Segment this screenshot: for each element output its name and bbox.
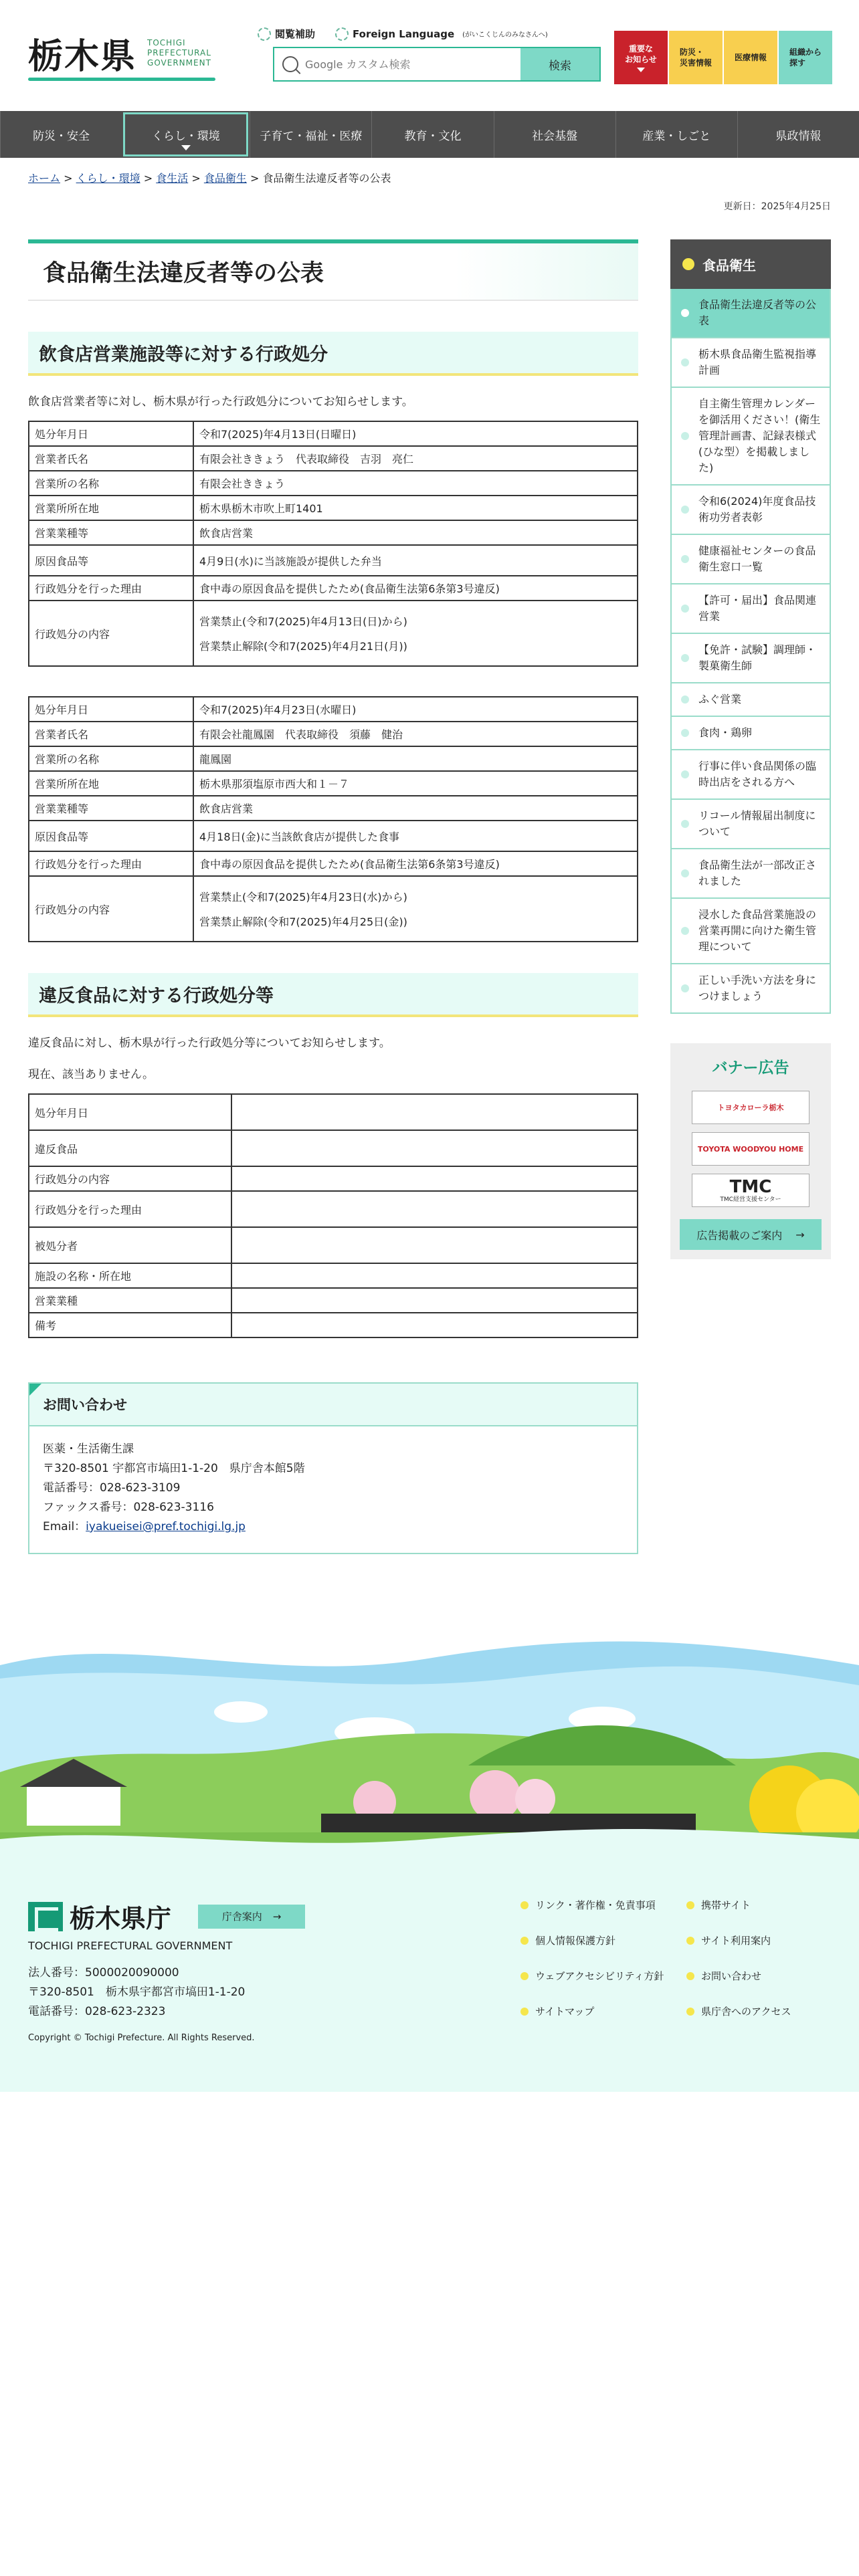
ad-info-label: 広告掲載のご案内 [696,1228,783,1242]
tile-label: 防災・ 災害情報 [679,47,712,68]
table-row [29,796,638,821]
footer-links [520,1898,828,2018]
inquiry-fax: ファックス番号：028-623-3116 [43,1501,214,1514]
breadcrumb-sep: > [250,172,260,185]
page-title: 食品衛生法違反者等の公表 [28,239,638,301]
section-lead: 飲食店営業者等に対し、栃木県が行った行政処分についてお知らせします。 [28,395,413,409]
sidebar-item[interactable]: 自主衛生管理カレンダーを御活用ください！(衛生管理計画書、記録表様式(ひな型）を掲載しました) [670,388,831,486]
row-label: 行政処分の内容 [29,601,193,666]
foreign-language-link[interactable] [335,27,548,41]
breadcrumb-sep: > [143,172,153,185]
row-value: 食中毒の原因食品を提供したため(食品衛生法第6条第3号違反) [193,851,638,876]
inquiry-email-link[interactable]: iyakueisei@pref.tochigi.lg.jp [86,1520,246,1533]
sidebar-item[interactable]: 浸水した食品営業施設の営業再開に向けた衛生管理について [670,899,831,964]
breadcrumb-home[interactable]: ホーム [28,172,61,185]
logo-en-line: GOVERNMENT [147,58,211,68]
inquiry-dept: 医薬・生活衛生課 [43,1442,134,1456]
table-row [29,601,638,666]
footer-english-name: TOCHIGI PREFECTURAL GOVERNMENT [28,1939,233,1952]
disposition-table [28,696,638,942]
utility-links [258,27,548,41]
inquiry-box [28,1382,638,1554]
reading-aid-label: 閲覧補助 [275,28,316,40]
row-value: 営業禁止(令和7(2025)年4月23日(水)から) 営業禁止解除(令和7(2025)年4月25日(金)) [193,876,638,942]
table-row: 違反食品 [29,1130,638,1166]
row-value: 有限会社ききょう [193,471,638,496]
prefecture-emblem-icon [28,1902,63,1931]
row-label: 原因食品等 [29,821,193,851]
logo-en-line: PREFECTURAL [147,48,211,58]
tile-label: 医療情報 [734,53,767,62]
breadcrumb-sep: > [64,172,73,185]
sidebar [670,239,831,1259]
table-row [29,496,638,520]
gear-icon [258,27,271,41]
nav-item-safety[interactable]: 防災・安全 [0,111,122,158]
row-value: 飲食店営業 [193,796,638,821]
sidebar-item[interactable]: 食品衛生法が一部改正されました [670,849,831,899]
table-row: 施設の名称・所在地 [29,1263,638,1288]
search-input[interactable] [274,48,520,80]
site-logo[interactable] [28,28,211,78]
row-value: 飲食店営業 [193,520,638,545]
violating-food-table [28,1093,638,1338]
breadcrumb [28,170,391,185]
row-value: 令和7(2025)年4月23日(水曜日) [193,697,638,722]
arrow-right-icon: → [272,1910,282,1923]
footer-logo[interactable] [28,1898,305,1935]
site-footer [0,1858,859,2092]
foreign-language-label: Foreign Language [353,27,455,40]
section-heading: 違反食品に対する行政処分等 [28,973,638,1017]
dot-icon [682,258,694,270]
table-row [29,545,638,576]
sidebar-item[interactable]: 健康福祉センターの食品衛生窓口一覧 [670,535,831,584]
breadcrumb-food-hygiene[interactable]: 食品衛生 [203,172,247,185]
table-row [29,576,638,601]
table-row: 行政処分の内容 [29,1166,638,1191]
footer-address [28,1963,245,2022]
footer-link[interactable]: リンク・著作権・免責事項 [520,1898,686,1912]
tile-label-line: 重要な [628,43,653,53]
disposition-table [28,421,638,667]
breadcrumb-diet[interactable]: 食生活 [156,172,189,185]
sidebar-item[interactable]: リコール情報届出制度について [670,800,831,849]
search-button[interactable]: 検索 [520,48,599,80]
row-value: 有限会社ききょう 代表取締役 吉羽 亮仁 [193,446,638,471]
table-row [29,821,638,851]
table-row [29,446,638,471]
inquiry-email-row: Email：iyakueisei@pref.tochigi.lg.jp [43,1520,246,1533]
sidebar-heading [670,239,831,289]
office-guide-button[interactable] [198,1905,305,1929]
row-label: 営業業種等 [29,520,193,545]
table-row [29,520,638,545]
banner-tmc[interactable] [692,1174,809,1207]
inquiry-body [29,1426,637,1553]
row-value: 営業禁止(令和7(2025)年4月13日(日)から) 営業禁止解除(令和7(2025)年4月21日(月)) [193,601,638,666]
nav-item-education[interactable]: 教育・文化 [371,111,493,158]
table-row [29,722,638,746]
site-header [0,0,859,111]
table-row [29,876,638,942]
row-label: 営業業種等 [29,796,193,821]
table-row: 行政処分を行った理由 [29,1191,638,1227]
row-label: 営業所の名称 [29,471,193,496]
table-row [29,471,638,496]
banner-toyota-woodyou[interactable]: TOYOTA WOODYOU HOME [692,1132,809,1166]
row-value: 栃木県那須塩原市西大和１－７ [193,771,638,796]
main-content [28,239,638,1554]
row-label: 営業者氏名 [29,722,193,746]
row-label: 処分年月日 [29,421,193,446]
logo-english [147,38,211,68]
medical-info-tile[interactable] [724,31,777,84]
row-value: 有限会社龍鳳園 代表取締役 須藤 健治 [193,722,638,746]
row-label: 行政処分を行った理由 [29,576,193,601]
copyright: Copyright © Tochigi Prefecture. All Rights Reserved. [28,2033,255,2043]
updated-date: 更新日：2025年4月25日 [723,201,831,212]
landscape-illustration [0,1638,859,1859]
globe-icon [335,27,349,41]
search-icon [282,56,298,72]
foreign-language-note: (がいこくじんのみなさんへ) [462,31,548,39]
table-row [29,421,638,446]
footer-tel: 電話番号：028-623-2323 [28,2005,166,2018]
row-value: 栃木県栃木市吹上町1401 [193,496,638,520]
section-heading: 飲食店営業施設等に対する行政処分 [28,332,638,376]
table-row [29,697,638,722]
sidebar-item[interactable]: 栃木県食品衛生監視指導計画 [670,338,831,388]
sidebar-item[interactable]: 正しい手洗い方法を身につけましょう [670,964,831,1014]
nav-item-industry[interactable]: 産業・しごと [615,111,737,158]
logo-en-line: TOCHIGI [147,38,186,47]
nav-item-infrastructure[interactable]: 社会基盤 [494,111,615,158]
inquiry-address: 〒320-8501 宇都宮市塙田1-1-20 県庁舎本館5階 [43,1462,305,1475]
table-row [29,746,638,771]
row-label: 原因食品等 [29,545,193,576]
banner-toyota-corolla[interactable]: トヨタカローラ栃木 [692,1091,809,1124]
sidebar-item[interactable]: 食肉・鶏卵 [670,717,831,750]
footer-link[interactable]: お問い合わせ [686,1969,828,1983]
footer-logo-text: 栃木県庁 [70,1903,172,1933]
nav-item-welfare[interactable]: 子育て・福祉・医療 [250,111,371,158]
sidebar-item[interactable]: ふぐ営業 [670,683,831,717]
sidebar-item[interactable]: 令和6(2024)年度食品技術功労者表彰 [670,486,831,535]
table-row: 処分年月日 [29,1094,638,1130]
sidebar-item[interactable]: 行事に伴い食品関係の臨時出店をされる方へ [670,750,831,800]
table-row [29,771,638,796]
footer-link[interactable]: サイト利用案内 [686,1933,828,1947]
inquiry-tel: 電話番号：028-623-3109 [43,1481,181,1495]
logo-text: 栃木県 [28,36,137,77]
arrow-right-icon: → [795,1228,805,1241]
footer-link[interactable]: サイトマップ [520,2004,686,2018]
row-value: 4月18日(金)に当該飲食店が提供した食事 [193,821,638,851]
table-row: 被処分者 [29,1227,638,1263]
important-notice-tile[interactable] [614,31,668,84]
logo-underline [28,78,215,81]
row-value: 龍鳳園 [193,746,638,771]
banner-tmc-label: TMC [729,1176,772,1197]
footer-link[interactable]: 県庁舎へのアクセス [686,2004,828,2018]
breadcrumb-living[interactable]: くらし・環境 [76,172,140,185]
ad-info-link[interactable] [680,1219,822,1250]
sidebar-item[interactable]: 【免許・試験】調理師・製菓衛生師 [670,634,831,683]
table-row [29,851,638,876]
row-label: 行政処分を行った理由 [29,851,193,876]
row-label: 営業者氏名 [29,446,193,471]
footer-postal-address: 〒320-8501 栃木県宇都宮市塙田1-1-20 [28,1985,246,1999]
sidebar-item[interactable]: 食品衛生法違反者等の公表 [670,289,831,338]
row-value: 令和7(2025)年4月13日(日曜日) [193,421,638,446]
sidebar-item[interactable]: 【許可・届出】食品関連営業 [670,584,831,634]
banner-ad-title: バナー広告 [712,1059,789,1077]
row-label: 行政処分の内容 [29,876,193,942]
section-lead: 違反食品に対し、栃木県が行った行政処分等についてお知らせします。 [28,1037,391,1050]
find-by-org-tile[interactable] [779,31,832,84]
table-row: 備考 [29,1313,638,1337]
disaster-info-tile[interactable] [669,31,723,84]
banner-ad-box [670,1043,831,1259]
chevron-down-icon [637,68,645,72]
footer-link[interactable]: ウェブアクセシビリティ方針 [520,1969,686,1983]
breadcrumb-current: 食品衛生法違反者等の公表 [262,172,391,185]
row-label: 営業所所在地 [29,496,193,520]
tile-label: 組織から 探す [789,47,822,68]
breadcrumb-sep: > [191,172,201,185]
table-row: 営業業種 [29,1288,638,1313]
tile-label-line: お知らせ [625,54,657,64]
row-label: 営業所の名称 [29,746,193,771]
nav-item-government[interactable]: 県政情報 [737,111,859,158]
corporate-number: 法人番号：5000020090000 [28,1966,179,1979]
no-entries-text: 現在、該当ありません。 [28,1068,155,1081]
office-guide-label: 庁舎案内 [221,1911,262,1923]
inquiry-heading: お問い合わせ [29,1384,637,1426]
reading-aid-link[interactable] [258,27,315,41]
nav-item-living[interactable]: くらし・環境 [123,112,248,156]
global-nav [0,111,859,158]
search-box [273,47,601,82]
row-value: 4月9日(水)に当該施設が提供した弁当 [193,545,638,576]
sidebar-heading-label: 食品衛生 [702,257,756,274]
footer-link[interactable]: 携帯サイト [686,1898,828,1912]
row-label: 処分年月日 [29,697,193,722]
row-label: 営業所所在地 [29,771,193,796]
row-value: 食中毒の原因食品を提供したため(食品衛生法第6条第3号違反) [193,576,638,601]
footer-link[interactable]: 個人情報保護方針 [520,1933,686,1947]
banner-tmc-sub: TMC経営支援センター [720,1196,781,1203]
